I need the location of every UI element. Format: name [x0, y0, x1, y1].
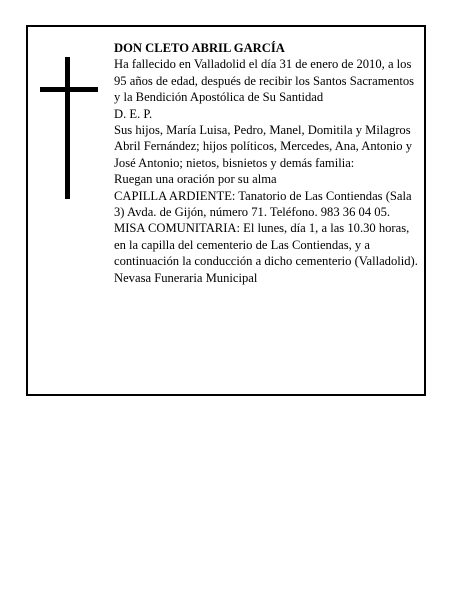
chapel-info: CAPILLA ARDIENTE: Tanatorio de Las Contiendas (Sala 3) Avda. de Gijón, número 71. Teléfono. 983 36 04 05. [114, 188, 412, 220]
rip-line: D. E. P. [114, 106, 153, 121]
family-list: Sus hijos, María Luisa, Pedro, Manel, Domitila y Milagros Abril Fernández; hijos políticos, Mercedes, Ana, Antonio y José Antonio; nietos, bisnietos y demás familia: [114, 123, 413, 170]
mass-info: MISA COMUNITARIA: El lunes, día 1, a las 10.30 horas, en la capilla del cementerio de Las Contiendas, y a continuación la conducción a dicho cementerio (Valladolid). [114, 221, 418, 269]
cross-horizontal-bar [40, 87, 98, 92]
notice-text-block [114, 40, 420, 286]
obituary-notice [26, 25, 426, 396]
cross-icon [40, 57, 98, 199]
cross-vertical-bar [65, 57, 70, 199]
death-info: Ha fallecido en Valladolid el día 31 de enero de 2010, a los 95 años de edad, después de recibir los Santos Sacramentos y la Bendición Apostólica de Su Santidad [114, 57, 415, 105]
deceased-name: DON CLETO ABRIL GARCÍA [114, 41, 285, 55]
funeral-home: Nevasa Funeraria Municipal [114, 270, 258, 285]
prayer-request: Ruegan una oración por su alma [114, 172, 277, 187]
